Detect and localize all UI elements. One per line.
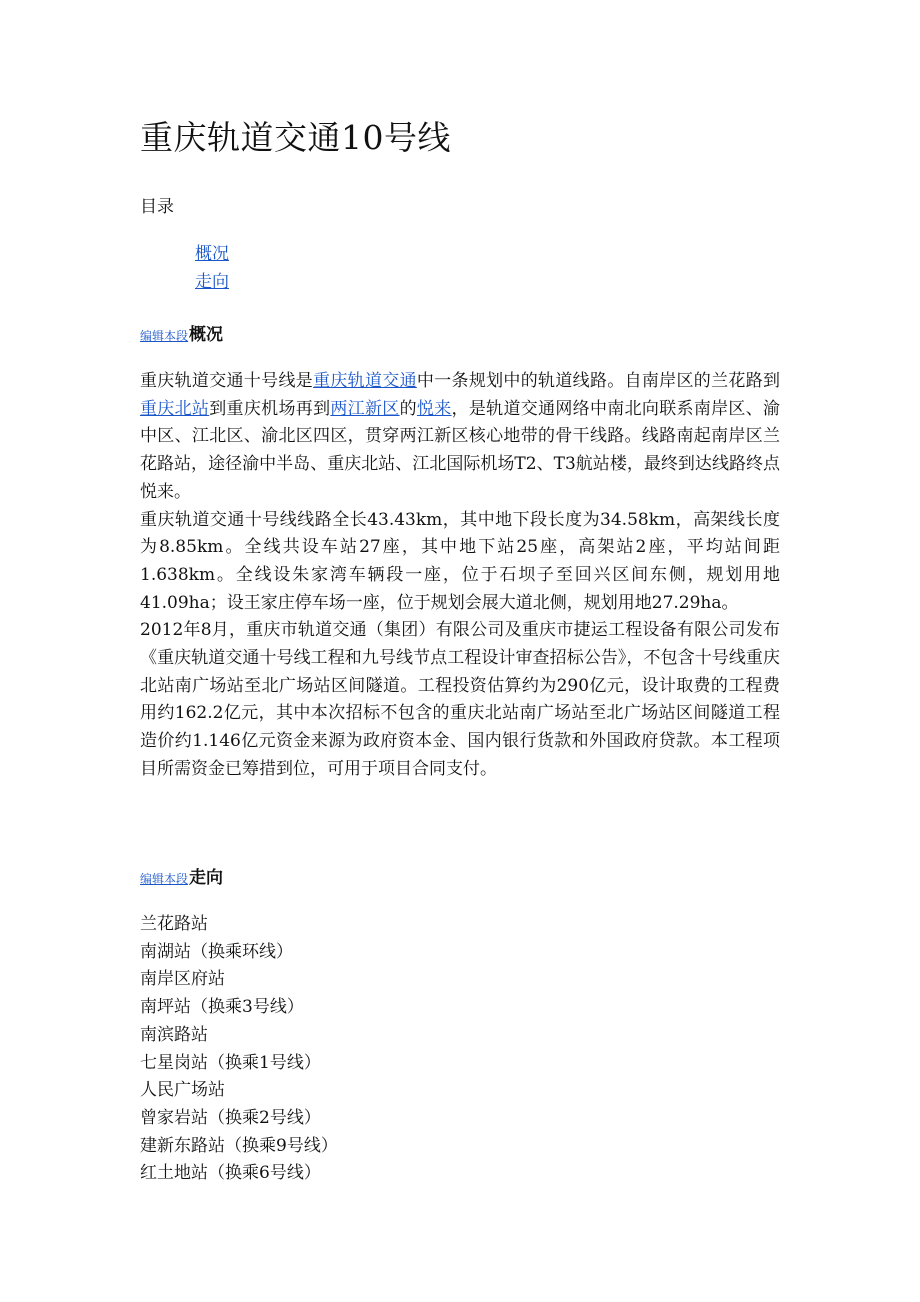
paragraph: 重庆轨道交通十号线线路全长43.43km，其中地下段长度为34.58km，高架线长度为8.85km。全线共设车站27座，其中地下站25座，高架站2座，平均站间距1.638km。全线设朱家湾车辆段一座，位于石坝子至回兴区间东侧，规划用地41.09ha；设王家庄停车场一座，位于规划会展大道北侧，规划用地27.29ha。 bbox=[140, 509, 780, 613]
station-list bbox=[140, 911, 338, 1188]
paragraph-text: 到重庆机场再到 bbox=[209, 398, 331, 419]
section-heading-overview bbox=[140, 320, 223, 345]
list-item: 兰花路站 bbox=[140, 914, 208, 934]
paragraph-text: ，是轨道交通网络中南北向联系南岸区、渝中区、江北区、渝北区四区，贯穿两江新区核心地带的骨干线路。线路南起南岸区兰花路站，途径渝中半岛、重庆北站、江北国际机场T2、T3航站楼，最终到达线路终点悦来。 bbox=[140, 398, 781, 502]
list-item: 南岸区府站 bbox=[140, 969, 225, 990]
paragraph bbox=[140, 368, 780, 507]
toc-item-overview bbox=[195, 240, 229, 268]
link-chongqing-north-station[interactable]: 重庆北站 bbox=[140, 398, 210, 419]
list-item: 南湖站（换乘环线） bbox=[140, 941, 293, 962]
link-chongqing-rail-transit[interactable]: 重庆轨道交通 bbox=[313, 371, 417, 391]
edit-section-link[interactable]: 编辑本段 bbox=[140, 329, 189, 343]
toc-link-route[interactable]: 走向 bbox=[195, 272, 229, 292]
paragraph-text: 重庆轨道交通十号线是 bbox=[140, 371, 314, 391]
paragraph: 2012年8月，重庆市轨道交通（集团）有限公司及重庆市捷运工程设备有限公司发布《重庆轨道交通十号线工程和九号线节点工程设计审查招标公告》，不包含十号线重庆北站南广场站至北广场站区间隧道。工程投资估算约为290亿元，设计取费的工程费用约162.2亿元，其中本次招标不包含的重庆北站南广场站至北广场站区间隧道工程造价约1.146亿元资金来源为政府资本金、国内银行货款和外国政府贷款。本工程项目所需资金已筹措到位，可用于项目合同支付。 bbox=[140, 620, 780, 779]
section-heading-route bbox=[140, 863, 223, 888]
paragraph-text: 中一条规划中的轨道线路。自南岸区的兰花路到 bbox=[416, 371, 781, 391]
list-item: 南坪站（换乘3号线） bbox=[140, 997, 304, 1018]
edit-section-link[interactable]: 编辑本段 bbox=[140, 872, 189, 886]
page-title: 重庆轨道交通10号线 bbox=[140, 118, 451, 157]
list-item: 南滨路站 bbox=[140, 1024, 208, 1045]
list-item: 建新东路站（换乘9号线） bbox=[140, 1135, 338, 1156]
list-item: 曾家岩站（换乘2号线） bbox=[140, 1107, 321, 1128]
list-item: 七星岗站（换乘1号线） bbox=[140, 1052, 321, 1073]
link-liangjiang-new-area[interactable]: 两江新区 bbox=[330, 398, 400, 419]
table-of-contents bbox=[195, 240, 229, 296]
paragraph-text: 的 bbox=[399, 398, 417, 419]
list-item: 红土地站（换乘6号线） bbox=[140, 1163, 321, 1184]
toc-link-overview[interactable]: 概况 bbox=[195, 244, 229, 264]
overview-body bbox=[140, 368, 780, 784]
list-item: 人民广场站 bbox=[140, 1080, 225, 1101]
section-title: 概况 bbox=[189, 325, 224, 345]
toc-label: 目录 bbox=[140, 197, 174, 217]
section-title: 走向 bbox=[189, 868, 224, 888]
toc-item-route bbox=[195, 268, 229, 296]
link-yuelai[interactable]: 悦来 bbox=[416, 398, 452, 419]
